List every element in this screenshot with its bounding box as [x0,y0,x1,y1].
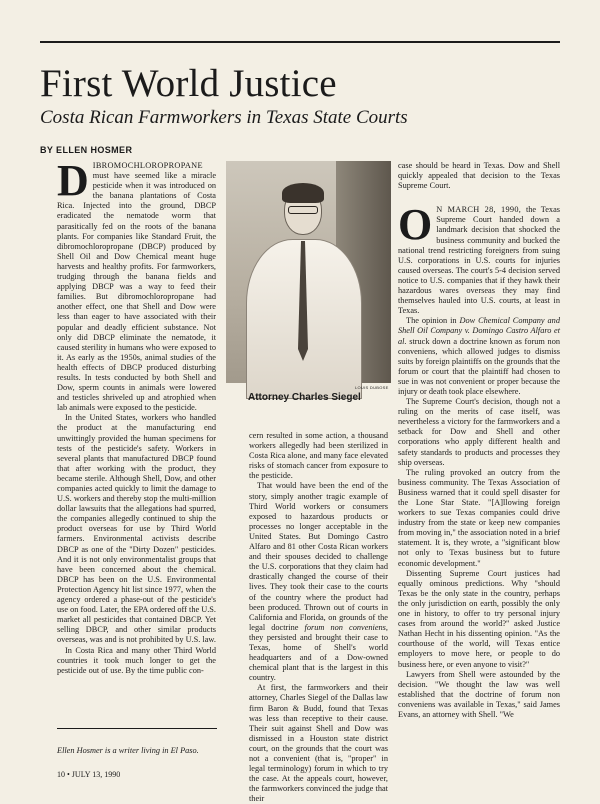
article-headline: First World Justice [40,62,337,105]
paragraph: That would have been the end of the story, simply another tragic example of Third World workers or consumers exposed to hazardous products or processes no longer acceptable in the United States. But Domingo Castro Alfaro and 81 other Costa Rican workers and their spouses decided to challenge the U.S. corporations that they claim had drastically changed the course of their lives. They took their case to the courts of the country where the product had been produced. Thrown out of courts in California and Florida, on grounds of the legal doctrine forum non conveniens, they persisted and brought their case to Texas, home of Shell's world headquarters and of a Dow-owned chemical plant that is the largest in this country. [249,481,388,683]
glasses-icon [288,206,318,214]
photo-caption: Attorney Charles Siegel [248,392,361,403]
paragraph: In the United States, workers who handled the product at the manufacturing end unwittingly provided the human specimens for tests of the pesticide's safety. Workers in several plants that manufactured DBCP found that after working with the product, they became sterile. Although Shell, Dow, and other companies acted quickly to limit the damage to U.S. workers and thereby stop the multi-million dollar lawsuits that the allegations had spurred, the companies allegedly continued to ship the product overseas for use by Third World farmers. Environmental activists describe DBCP as one of the "Dirty Dozen" pesticides. And it is not only environmentalist groups that have been concerned about the chemical. DBCP has been on the U.S. Environmental Protection Agency hit list since 1977, when the agency ordered a phase-out of the pesticide's use on food. Later, the EPA ordered off the U.S. market all pesticides that contained DBCP. Yet selling DBCP, and other similar products overseas, was and is not prohibited by U.S. law. [57,413,217,645]
author-note: Ellen Hosmer is a writer living in El Paso. [57,746,199,755]
article-subhead: Costa Rican Farmworkers in Texas State Courts [40,107,408,128]
drop-cap: O [398,200,433,250]
author-rule [57,728,217,729]
column-3 [398,161,560,775]
photo-credit: LOUIS DUBOSE [355,385,389,390]
paragraph: At first, the farmworkers and their attorney, Charles Siegel of the Dallas law firm Baron & Budd, found that Texas was less than receptive to their cause. Their suit against Shell and Dow was dismissed in a Houston state district court, on the grounds that the court was not a convenient (that is, "proper" in legal terminology) forum in which to try the case. At the appeals court, however, the farmworkers convinced the judge that their [249,683,388,804]
lead-caps: IBROMOCHLOROPROPANE [92,161,203,170]
byline: BY ELLEN HOSMER [40,145,133,155]
paragraph: Dissenting Supreme Court justices had equally ominous predictions. Why "should Texas be the only state in the country, perhaps the only jurisdiction on earth, possibly the only one in history, to offer to try personal injury cases from around the world?" asked Justice Nathan Hecht in his dissenting opinion. "As the courthouse of the world, will Texas entice employers to move here, or people to do business here, or even anyone to visit?" [398,568,560,669]
paragraph: In Costa Rica and many other Third World countries it took much longer to get the pesticide out of use. By the time public con- [57,645,216,675]
paragraph: The opinion in Dow Chemical Company and Shell Oil Company v. Domingo Castro Alfaro et al. struck down a doctrine known as forum non conveniens, which allowed judges to dismiss suits by foreign plaintiffs on the grounds that the forum or court that the plaintiff had chosen to sue in was not convenient or proper because the injury or death took place elsewhere. [398,316,560,396]
column-1 [57,156,217,721]
section-lead: O N MARCH 28, 1990, the Texas Supreme Court handed down a landmark decision that shocked the business community and bucked the national trend restricting foreigners from suing U.S. corporations in U.S. courts for injuries caused overseas. The court's 5-4 decision served notice to U.S. companies that if they hawk their hazardous wares overseas they may find themselves hauled into U.S. courts, at least in Texas. [398,200,560,316]
lead-paragraph: DIBROMOCHLOROPROPANE must have seemed like a miracle pesticide when it was introduced on the banana plantations of Costa Rica. Injected into the ground, DBCP eradicated the nematode worm that parasitically fed on the roots of the banana plants. For companies like Standard Fruit, the dibromochloropropane (DBCP) produced by Shell Oil and Dow Chemical meant huge harvests and healthy profits. For farmworkers, trudging through the banana fields and applying DBCP was a way to feed their families. But dibromochloropropane had another effect, one that Shell and Dow were less than eager to have associated with their popular and deadly efficient substance. Not only did DBCP eliminate the nematode, it caused sterility in humans who were exposed to it. As early as the 1950s, animal studies of the health effects of DBCP produced disturbing results. In tests conducted by both Shell and Dow, sperm counts in animals were lowered and testicles shriveled up and atrophied when lab animals were exposed to the pesticide. [57,156,216,413]
paragraph: Lawyers from Shell were astounded by the decision. "We thought the law was well established that the doctrine of forum non conveniens was available in Texas," said James Evans, an attorney with Shell. "We [398,669,560,719]
attorney-photo [226,161,391,383]
paragraph: cern resulted in some action, a thousand workers allegedly had been sterilized in Costa Rica alone, and many face elevated risks of stomach cancer from exposure to the pesticide. [249,431,388,481]
paragraph: case should be heard in Texas. Dow and Shell quickly appealed that decision to the Texas Supreme Court. [398,161,560,191]
top-rule [40,41,560,43]
paragraph: The Supreme Court's decision, though not a ruling on the merits of case itself, was nevertheless a victory for the farmworkers and a setback for Dow and Shell and other corporations who apply different health and safety standards to products and processes they ship overseas. [398,397,560,467]
column-2 [249,431,388,804]
lead-caps: N MARCH 28, 1990, [436,205,522,215]
drop-cap: D [57,156,89,205]
paragraph: The ruling provoked an outcry from the business community. The Texas Association of Business warned that it could spell disaster for the Lone Star State. "[A]llowing foreign workers to sue Texas companies could drive industry from the state or keep new companies from moving in," the association noted in a brief statement. It is, they wrote, a "significant blow not only to Texas business but to future economic development." [398,467,560,568]
page-folio: 10 • JULY 13, 1990 [57,770,121,779]
